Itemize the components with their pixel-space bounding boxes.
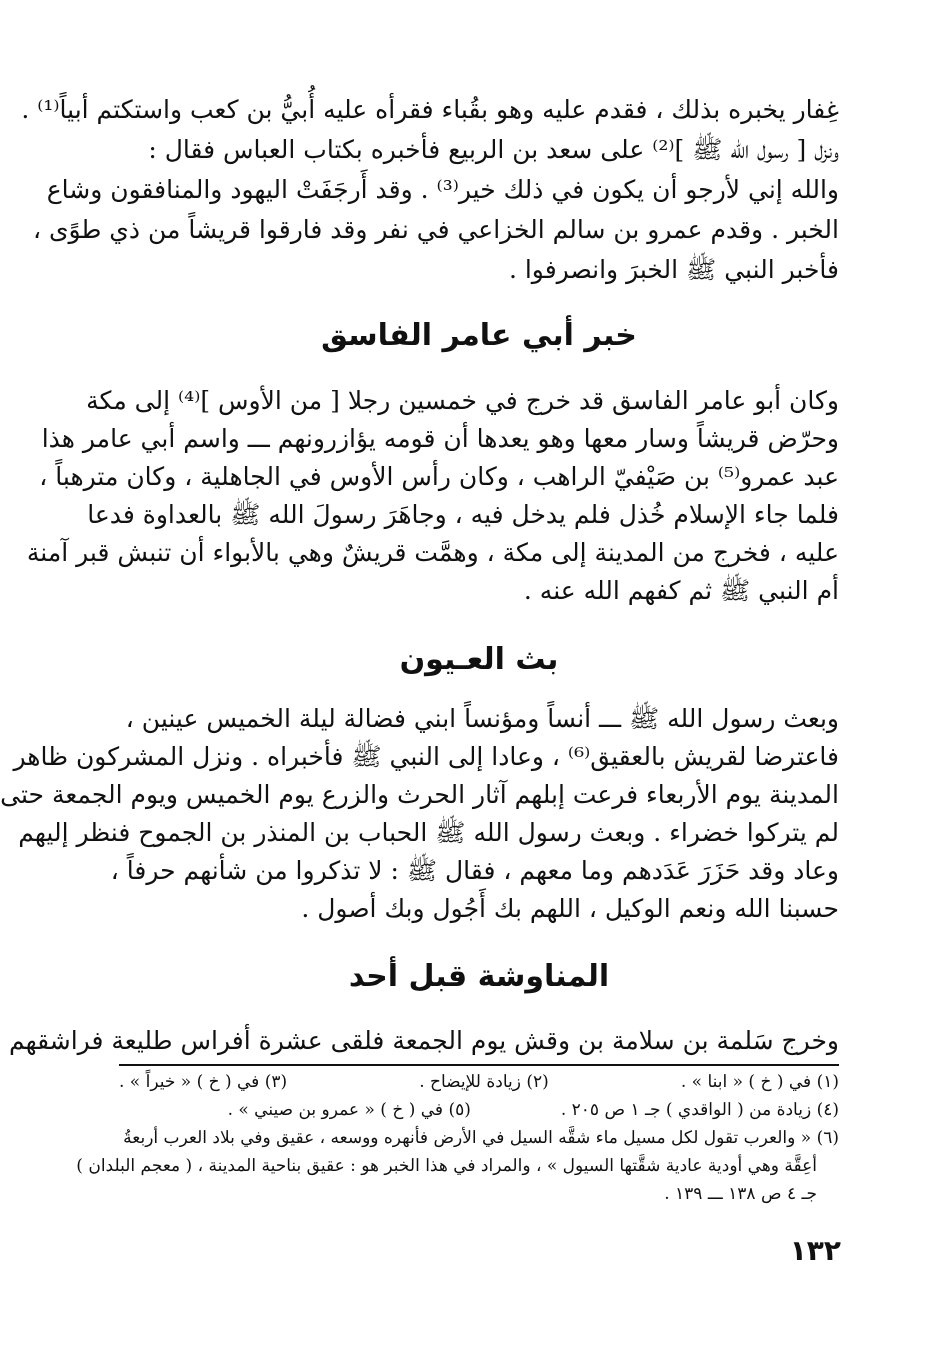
text-line: لم يتركوا خضراء . وبعث رسول الله ﷺ الحباب بن المنذر بن الجموح فنظر إليهم: [18, 818, 839, 847]
footnote-row: [119, 1068, 839, 1096]
page-number: ١٣٢: [789, 1234, 841, 1267]
text-line: وعاد وقد حَزَرَ عَدَدهم وما معهم ، فقال ﷺ : لا تذكروا من شأنهم حرفاً ،: [110, 856, 839, 885]
footnote-6-line: (٦) « والعرب تقول لكل مسيل ماء شقَّه السيل في الأرض فأنهره ووسعه ، عقيق وفي بلاد العرب أربعةُ: [123, 1128, 839, 1148]
footnote-2: (٢) زيادة للإيضاح .: [419, 1072, 549, 1092]
footnotes: [76, 1068, 839, 1208]
text-line: وخرج سَلمة بن سلامة بن وقش يوم الجمعة فلقى عشرة أفراس طليعة فراشقهم: [8, 1026, 839, 1055]
text-line: وكان أبو عامر الفاسق قد خرج في خمسين رجلا [ من الأوس ]⁽⁴⁾ إلى مكة: [86, 386, 839, 415]
text-line: ونزل [ رسول الله ﷺ ]⁽²⁾ على سعد بن الربيع فأخبره بكتاب العباس فقال :: [148, 135, 839, 164]
text-line: فلما جاء الإسلام خُذل فلم يدخل فيه ، وجاهَرَ رسولَ الله ﷺ بالعداوة فدعا: [87, 500, 839, 529]
footnote-3: (٣) في ( خ ) « خيراً » .: [119, 1072, 288, 1092]
footnote-separator: [119, 1064, 839, 1066]
text-line: المدينة يوم الأربعاء فرعت إبلهم آثار الحرث والزرع يوم الخميس ويوم الجمعة حتى: [0, 780, 839, 809]
text-line: عبد عمرو⁽⁵⁾ بن صَيْفيّ الراهب ، وكان رأس الأوس في الجاهلية ، وكان مترهباً ،: [39, 462, 839, 491]
section-heading-abu-amir: خبر أبي عامر الفاسق: [321, 318, 637, 353]
text-line: فأخبر النبي ﷺ الخبرَ وانصرفوا .: [508, 255, 839, 284]
footnote-6-line: أعِقَّة وهي أودية عادية شقَّتها السيول » ، والمراد في هذا الخبر هو : عقيق بناحية المدينة ، ( معجم البلدان ): [76, 1156, 817, 1176]
text-line: حسبنا الله ونعم الوكيل ، اللهم بك أَجُول وبك أصول .: [301, 894, 839, 923]
abu-amir-paragraph: [26, 384, 839, 607]
section-heading-munawasha: المناوشة قبل أحد: [348, 959, 610, 994]
footnote-6-line: جـ ٤ ص ١٣٨ ـــ ١٣٩ .: [664, 1184, 817, 1204]
footnote-4: (٤) زيادة من ( الواقدي ) جـ ١ ص ٢٠٥ .: [560, 1100, 839, 1120]
munawasha-paragraph: [8, 1024, 839, 1057]
footnote-row: [119, 1096, 839, 1124]
footnote-5: (٥) في ( خ ) « عمرو بن صيني » .: [227, 1100, 471, 1120]
text-line: وحرّض قريشاً وسار معها وهو يعدها أن قومه يؤازرونهم ـــ واسم أبي عامر هذا: [41, 424, 839, 453]
book-page: [1, 0, 950, 1359]
uyun-paragraph: [0, 702, 839, 925]
text-line: أم النبي ﷺ ثم كفهم الله عنه .: [523, 576, 839, 605]
footnote-1: (١) في ( خ ) « ابنا » .: [680, 1072, 839, 1092]
text-line: الخبر . وقدم عمرو بن سالم الخزاعي في نفر وقد فارقوا قريشاً من ذي طوًى ،: [32, 215, 839, 244]
section-heading-uyun: بث العـيون: [399, 642, 559, 677]
intro-paragraph: [21, 93, 839, 286]
text-line: غِفار يخبره بذلك ، فقدم عليه وهو بقُباء فقرأه عليه أُبيُّ بن كعب واستكتم أبياً⁽¹⁾ .: [21, 95, 839, 124]
text-line: عليه ، فخرج من المدينة إلى مكة ، وهمَّت قريشٌ وهي بالأبواء أن تنبش قبر آمنة: [26, 538, 839, 567]
text-line: وبعث رسول الله ﷺ ـــ أنساً ومؤنساً ابني فضالة ليلة الخميس عينين ،: [125, 704, 839, 733]
text-line: والله إني لأرجو أن يكون في ذلك خير⁽³⁾ . وقد أَرجَفَتْ اليهود والمنافقون وشاع: [46, 175, 839, 204]
text-line: فاعترضا لقريش بالعقيق⁽⁶⁾ ، وعادا إلى النبي ﷺ فأخبراه . ونزل المشركون ظاهر: [13, 742, 839, 771]
